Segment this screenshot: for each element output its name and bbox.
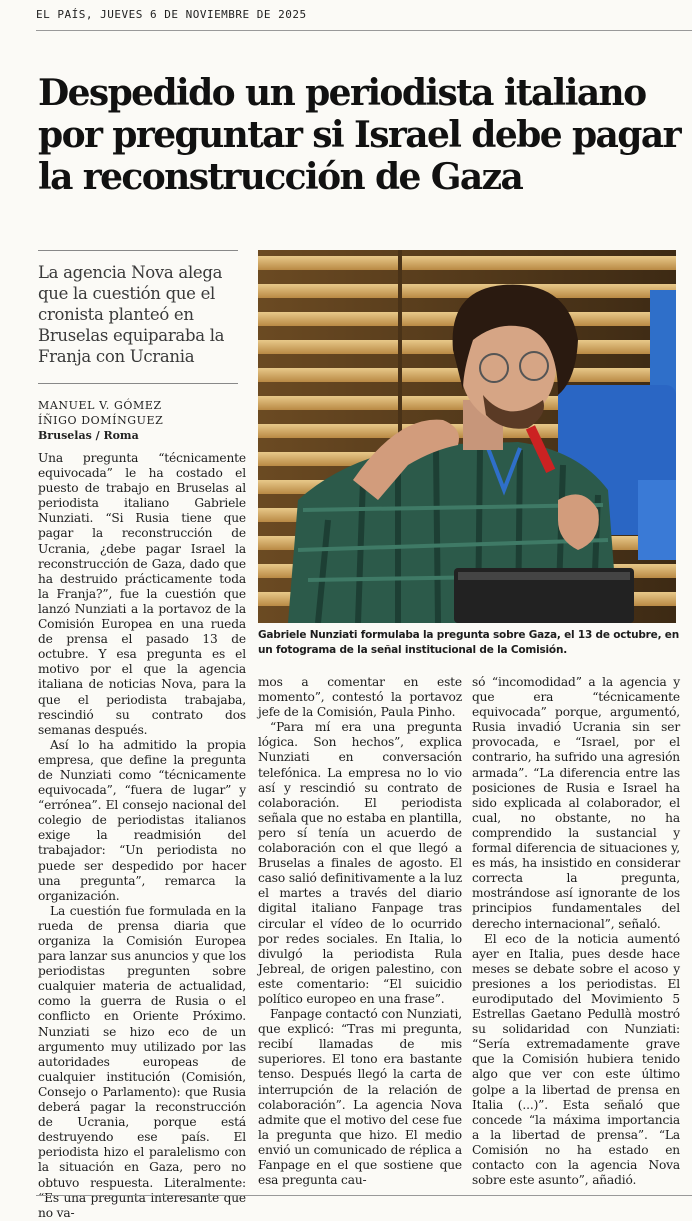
article-photo	[258, 250, 676, 623]
photo-caption: Gabriele Nunziati formulaba la pregunta sobre Gaza, el 13 de octubre, en un fotograma de la señal institucional de la Comisión.	[258, 629, 680, 656]
masthead: EL PAÍS, JUEVES 6 DE NOVIEMBRE DE 2025	[36, 8, 307, 21]
author-1: MANUEL V. GÓMEZ	[38, 399, 162, 412]
body-column-3	[472, 675, 680, 1188]
paragraph: Así lo ha admitido la propia empresa, que define la pregunta de Nunziati como “técnicamente equivocada”, “fuera de lugar” y “errónea”. El consejo nacional del colegio de periodistas italianos exige la readmisión del trabajador: “Un periodista no puede ser despedido por hacer una pregunta”, remarca la organización.	[38, 737, 246, 903]
top-rule	[36, 30, 692, 31]
body-column-1	[38, 451, 246, 1221]
author-2: ÍÑIGO DOMÍNGUEZ	[38, 414, 164, 427]
headline: Despedido un periodista italiano por preguntar si Israel debe pagar la reconstrucción de Gaza	[38, 72, 680, 198]
paragraph: La cuestión fue formulada en la rueda de prensa diaria que organiza la Comisión Europea para lanzar sus anuncios y que los periodistas pregunten sobre cualquier materia de actualidad, como la guerra de Rusia o el conflicto en Oriente Próximo. Nunziati se hizo eco de un argumento muy utilizado por las autoridades europeas de cualquier institución (Comisión, Consejo o Parlamento): que Rusia deberá pagar la reconstrucción de Ucrania, porque está destruyendo ese país. El periodista hizo el paralelismo con la situación en Gaza, pero no obtuvo respuesta. Literalmente: “Es una pregunta interesante que no va-	[38, 903, 246, 1220]
byline	[38, 398, 248, 443]
body-column-2	[258, 675, 462, 1188]
dateline-place: Bruselas / Roma	[38, 429, 139, 442]
paragraph: mos a comentar en este momento”, contestó la portavoz jefe de la Comisión, Paula Pinho.	[258, 675, 462, 720]
paragraph: Fanpage contactó con Nunziati, que explicó: “Tras mi pregunta, recibí llamadas de mis superiores. El tono era bastante tenso. Después llegó la carta de interrupción de la relación de colaboración”. La agencia Nova admite que el motivo del cese fue la pregunta que hizo. El medio envió un comunicado de réplica a Fanpage en el que sostiene que esa pregunta cau-	[258, 1007, 462, 1188]
deck: La agencia Nova alega que la cuestión que el cronista planteó en Bruselas equiparaba la Franja con Ucrania	[38, 263, 225, 366]
paragraph: El eco de la noticia aumentó ayer en Italia, pues desde hace meses se debate sobre el acoso y presiones a los periodistas. El eurodiputado del Movimiento 5 Estrellas Gaetano Pedullà mostró su solidaridad con Nunziati: “Sería extremadamente grave que la Comisión hubiera tenido algo que ver con este último golpe a la libertad de prensa en Italia (...)”. Esta señaló que concede “la máxima importancia a la libertad de prensa”. “La Comisión no ha estado en contacto con la agencia Nova sobre este asunto”, añadió.	[472, 931, 680, 1188]
deck-rule-bottom	[38, 383, 238, 384]
bottom-rule	[36, 1195, 692, 1196]
paragraph: Una pregunta “técnicamente equivocada” le ha costado el puesto de trabajo en Bruselas al periodista italiano Gabriele Nunziati. “Si Rusia tiene que pagar la reconstrucción de Ucrania, ¿debe pagar Israel la reconstrucción de Gaza, dado que ha destruido prácticamente toda la Franja?”, fue la cuestión que lanzó Nunziati a la portavoz de la Comisión Europea en una rueda de prensa el pasado 13 de octubre. Y esa pregunta es el motivo por el que la agencia italiana de noticias Nova, para la que el periodista trabajaba, rescindió su contrato dos semanas después.	[38, 451, 246, 737]
paragraph: só “incomodidad” a la agencia y que era “técnicamente equivocada” porque, argumentó, Rusia invadió Ucrania sin ser provocada, e “Israel, por el contrario, ha sufrido una agresión armada”. “La diferencia entre las posiciones de Rusia e Israel ha sido explicada al colaborador, el cual, no obstante, no ha comprendido la sustancial y formal diferencia de situaciones y, es más, ha insistido en considerar correcta la pregunta, mostrándose así ignorante de los principios fundamentales del derecho internacional”, señaló.	[472, 675, 680, 931]
deck-rule-top	[38, 250, 238, 251]
paragraph: “Para mí era una pregunta lógica. Son hechos”, explica Nunziati en conversación telefónica. La empresa no lo vio así y rescindió su contrato de colaboración. El periodista señala que no estaba en plantilla, pero sí tenía un acuerdo de colaboración con el que llegó a Bruselas a finales de agosto. El caso salió definitivamente a la luz el martes a través del diario digital italiano Fanpage tras circular el vídeo de lo ocurrido por redes sociales. En Italia, lo divulgó la periodista Rula Jebreal, de origen palestino, con este comentario: “El suicidio político europeo en una frase”.	[258, 720, 462, 1006]
